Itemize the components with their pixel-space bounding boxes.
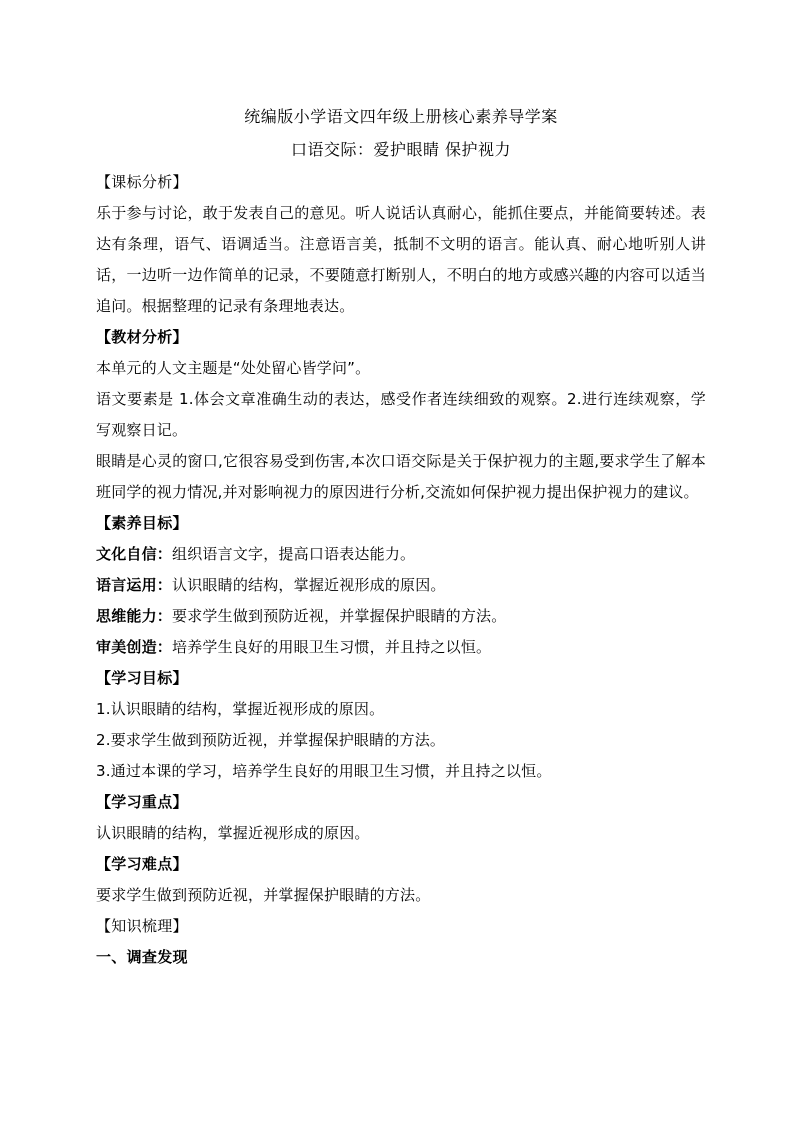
knowledge-subheading: 一、调查发现 (96, 948, 188, 966)
section-heading-objectives: 【学习目标】 (96, 669, 188, 687)
key-points-text: 认识眼睛的结构，掌握近视形成的原因。 (96, 824, 370, 842)
textbook-elements-text: 语文要素是 1.体会文章准确生动的表达，感受作者连续细致的观察。2.进行连续观察，学写观察日记。 (96, 390, 706, 439)
literacy-item-text: 培养学生良好的用眼卫生习惯，并且持之以恒。 (172, 638, 492, 656)
objective-item: 2.要求学生做到预防近视，并掌握保护眼睛的方法。 (96, 731, 446, 749)
literacy-item (96, 539, 706, 570)
curriculum-analysis-text: 乐于参与讨论，敢于发表自己的意见。听人说话认真耐心，能抓住要点，并能简要转述。表达有条理，语气、语调适当。注意语言美，抵制不文明的语言。能认真、耐心地听别人讲话，一边听一边作简单的记录，不要随意打断别人，不明白的地方或感兴趣的内容可以适当追问。根据整理的记录有条理地表达。 (96, 204, 706, 315)
section-heading-difficulties: 【学习难点】 (96, 855, 188, 873)
literacy-item-label: 文化自信： (96, 545, 173, 563)
literacy-item (96, 570, 706, 601)
literacy-item-label: 思维能力： (96, 607, 173, 625)
objective-item: 1.认识眼睛的结构，掌握近视形成的原因。 (96, 700, 385, 718)
literacy-item-label: 审美创造： (96, 638, 173, 656)
section-heading-curriculum: 【课标分析】 (96, 173, 188, 191)
literacy-item-text: 认识眼睛的结构，掌握近视形成的原因。 (172, 576, 446, 594)
section-heading-literacy: 【素养目标】 (96, 514, 188, 532)
textbook-analysis-text: 眼睛是心灵的窗口,它很容易受到伤害,本次口语交际是关于保护视力的主题,要求学生了解本班同学的视力情况,并对影响视力的原因进行分析,交流如何保护视力提出保护视力的建议。 (96, 452, 706, 501)
document-title: 统编版小学语文四年级上册核心素养导学案 (244, 107, 558, 126)
section-heading-knowledge: 【知识梳理】 (96, 917, 188, 935)
section-heading-textbook: 【教材分析】 (96, 328, 188, 346)
literacy-item (96, 601, 706, 632)
literacy-item-text: 组织语言文字，提高口语表达能力。 (172, 545, 416, 563)
literacy-item-label: 语言运用： (96, 576, 173, 594)
objective-item: 3.通过本课的学习，培养学生良好的用眼卫生习惯，并且持之以恒。 (96, 762, 552, 780)
section-heading-key-points: 【学习重点】 (96, 793, 188, 811)
textbook-theme-line: 本单元的人文主题是“处处留心皆学问”。 (96, 359, 371, 377)
literacy-item (96, 632, 706, 663)
document-body (96, 102, 706, 973)
document-subtitle: 口语交际：爱护眼睛 保护视力 (290, 140, 512, 159)
difficulties-text: 要求学生做到预防近视，并掌握保护眼睛的方法。 (96, 886, 431, 904)
literacy-item-text: 要求学生做到预防近视，并掌握保护眼睛的方法。 (172, 607, 507, 625)
